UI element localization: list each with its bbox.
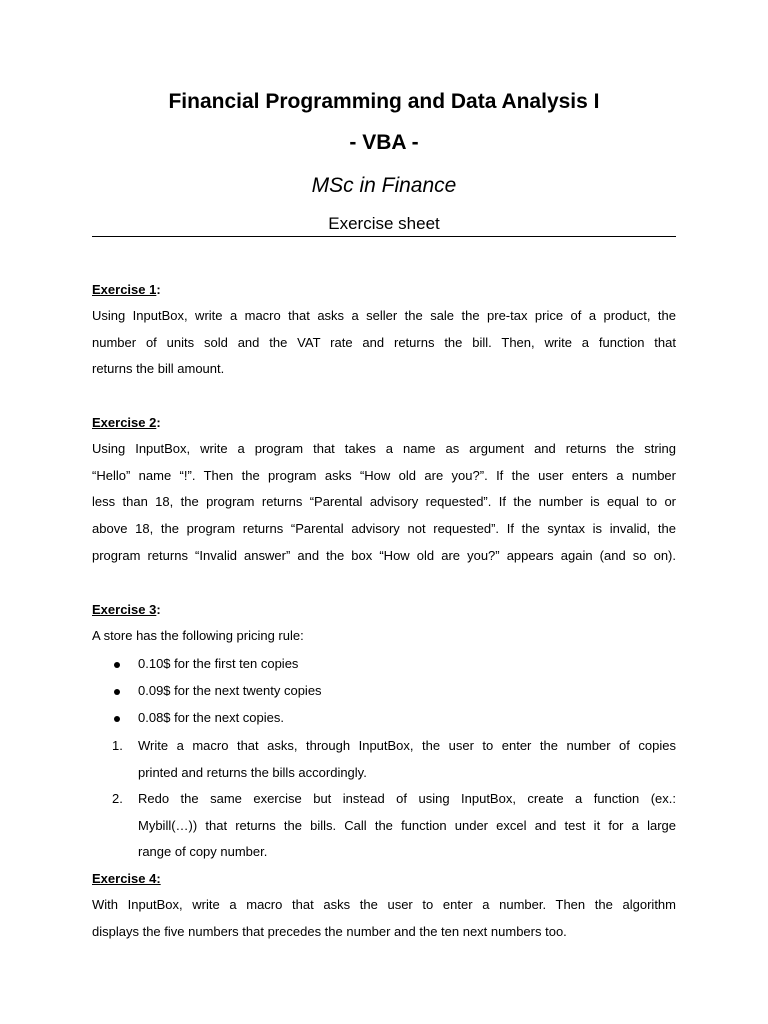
- exercise-2-line: program returns “Invalid answer” and the box “How old are you?” appears again (and so on).: [92, 547, 676, 563]
- exercise-1-text: [92, 303, 676, 383]
- exercise-1-line: returns the bill amount.: [92, 361, 225, 377]
- numbered-item-line: Mybill(…)) that returns the bills. Call the function under excel and test it for a large: [138, 817, 676, 833]
- numbered-item-text: [138, 786, 676, 866]
- exercise-2-heading: [92, 415, 161, 431]
- numbered-item-line: Redo the same exercise but instead of using InputBox, create a function (ex.:: [138, 791, 676, 806]
- exercise-4-heading-label: Exercise 4:: [92, 871, 161, 886]
- document-title: Financial Programming and Data Analysis I: [168, 90, 600, 113]
- exercise-4-text: [92, 892, 676, 945]
- exercise-1-heading: [92, 282, 161, 298]
- bullet-icon: [114, 662, 120, 668]
- document-subtitle: - VBA -: [349, 131, 419, 154]
- exercise-2-heading-label: Exercise 2: [92, 415, 157, 430]
- exercise-1-heading-colon: :: [156, 282, 161, 297]
- pricing-rule-text: 0.08$ for the next copies.: [138, 710, 284, 725]
- exercise-4-heading: [92, 871, 161, 887]
- exercise-1-line: Using InputBox, write a macro that asks a seller the sale the pre-tax price of a product, the: [92, 308, 676, 323]
- exercise-1-line: number of units sold and the VAT rate and returns the bill. Then, write a function that: [92, 334, 676, 350]
- item-number: 2.: [112, 791, 123, 806]
- exercise-4-line: displays the five numbers that precedes the number and the ten next numbers too.: [92, 923, 567, 939]
- exercise-4-line: With InputBox, write a macro that asks the user to enter a number. Then the algorithm: [92, 897, 676, 912]
- exercise-3-heading: [92, 602, 161, 618]
- bullet-icon: [114, 716, 120, 722]
- program-name: MSc in Finance: [311, 174, 457, 197]
- pricing-rule-text: 0.10$ for the first ten copies: [138, 656, 299, 671]
- numbered-item-text: [138, 733, 676, 786]
- bullet-icon: [114, 689, 120, 695]
- exercise-1-heading-label: Exercise 1: [92, 282, 157, 297]
- exercise-2-text: [92, 436, 676, 570]
- item-number: 1.: [112, 738, 123, 753]
- pricing-rule-text: 0.09$ for the next twenty copies: [138, 683, 322, 698]
- numbered-item-line: Write a macro that asks, through InputBox, the user to enter the number of copies: [138, 738, 676, 753]
- numbered-item-line: printed and returns the bills accordingly.: [138, 764, 367, 780]
- exercise-2-line: “Hello” name “!”. Then the program asks “How old are you?”. If the user enters a number: [92, 467, 676, 483]
- exercise-2-line: Using InputBox, write a program that takes a name as argument and returns the string: [92, 441, 676, 456]
- exercise-3-heading-label: Exercise 3: [92, 602, 157, 617]
- exercise-2-line: less than 18, the program returns “Parental advisory requested”. If the number is equal to or: [92, 494, 676, 510]
- exercise-3-heading-colon: :: [156, 602, 161, 617]
- sheet-label: Exercise sheet: [328, 214, 440, 233]
- exercise-3-intro: A store has the following pricing rule:: [92, 628, 304, 643]
- numbered-item-line: range of copy number.: [138, 844, 268, 860]
- header-divider: [92, 236, 676, 237]
- exercise-2-line: above 18, the program returns “Parental advisory not requested”. If the syntax is invalid, the: [92, 521, 676, 537]
- exercise-2-heading-colon: :: [156, 415, 161, 430]
